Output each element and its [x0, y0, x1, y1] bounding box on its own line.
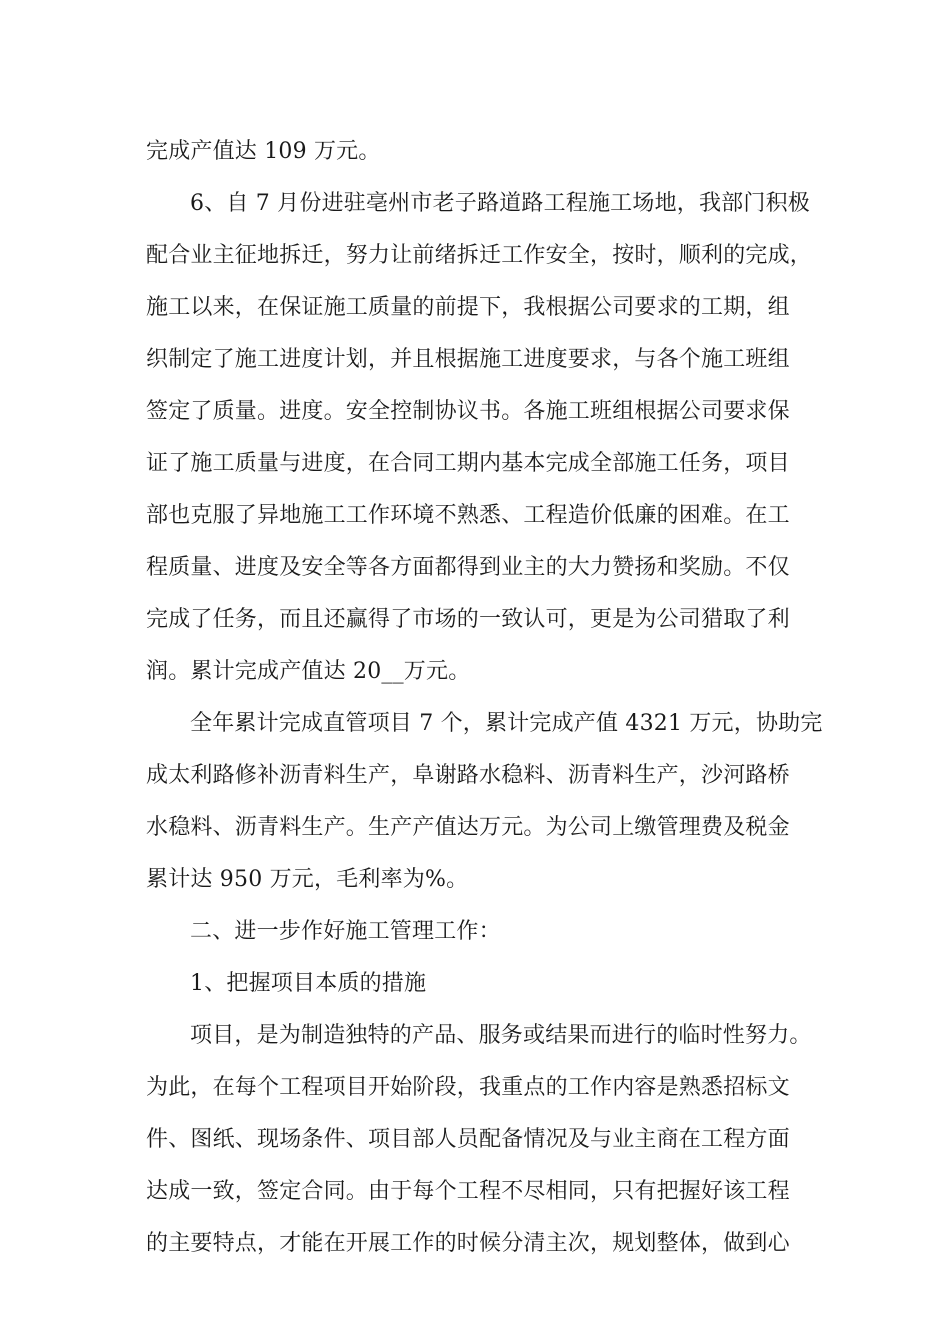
text-line: 证了施工质量与进度，在合同工期内基本完成全部施工任务，项目 [146, 451, 790, 476]
text-line: 全年累计完成直管项目 7 个，累计完成产值 4321 万元，协助完 [190, 711, 823, 736]
text-line: 件、图纸、现场条件、项目部人员配备情况及与业主商在工程方面 [146, 1127, 790, 1152]
text-line: 6、自 7 月份进驻亳州市老子路道路工程施工场地，我部门积极 [190, 191, 810, 216]
text-line: 完成了任务，而且还赢得了市场的一致认可，更是为公司猎取了利 [146, 607, 790, 632]
text-line: 施工以来，在保证施工质量的前提下，我根据公司要求的工期，组 [146, 295, 790, 320]
text-line: 签定了质量。进度。安全控制协议书。各施工班组根据公司要求保 [146, 399, 790, 424]
text-line: 的主要特点，才能在开展工作的时候分清主次，规划整体，做到心 [146, 1231, 790, 1256]
text-line: 成太利路修补沥青料生产，阜谢路水稳料、沥青料生产，沙河路桥 [146, 763, 790, 788]
text-line: 为此，在每个工程项目开始阶段，我重点的工作内容是熟悉招标文 [146, 1075, 790, 1100]
text-line: 配合业主征地拆迁，努力让前绪拆迁工作安全，按时，顺利的完成， [146, 243, 813, 268]
text-line: 润。累计完成产值达 20__万元。 [146, 659, 471, 684]
text-line: 水稳料、沥青料生产。生产产值达万元。为公司上缴管理费及税金 [146, 815, 790, 840]
section-heading: 二、进一步作好施工管理工作： [190, 919, 501, 944]
text-line: 达成一致，签定合同。由于每个工程不尽相同，只有把握好该工程 [146, 1179, 790, 1204]
subsection-heading: 1、把握项目本质的措施 [190, 971, 427, 996]
text-line: 完成产值达 109 万元。 [146, 139, 381, 164]
text-line: 项目，是为制造独特的产品、服务或结果而进行的临时性努力。 [190, 1023, 812, 1048]
text-line: 织制定了施工进度计划，并且根据施工进度要求，与各个施工班组 [146, 347, 790, 372]
text-line: 程质量、进度及安全等各方面都得到业主的大力赞扬和奖励。不仅 [146, 555, 790, 580]
text-line: 累计达 950 万元，毛利率为%。 [146, 867, 469, 892]
text-line: 部也克服了异地施工工作环境不熟悉、工程造价低廉的困难。在工 [146, 503, 790, 528]
